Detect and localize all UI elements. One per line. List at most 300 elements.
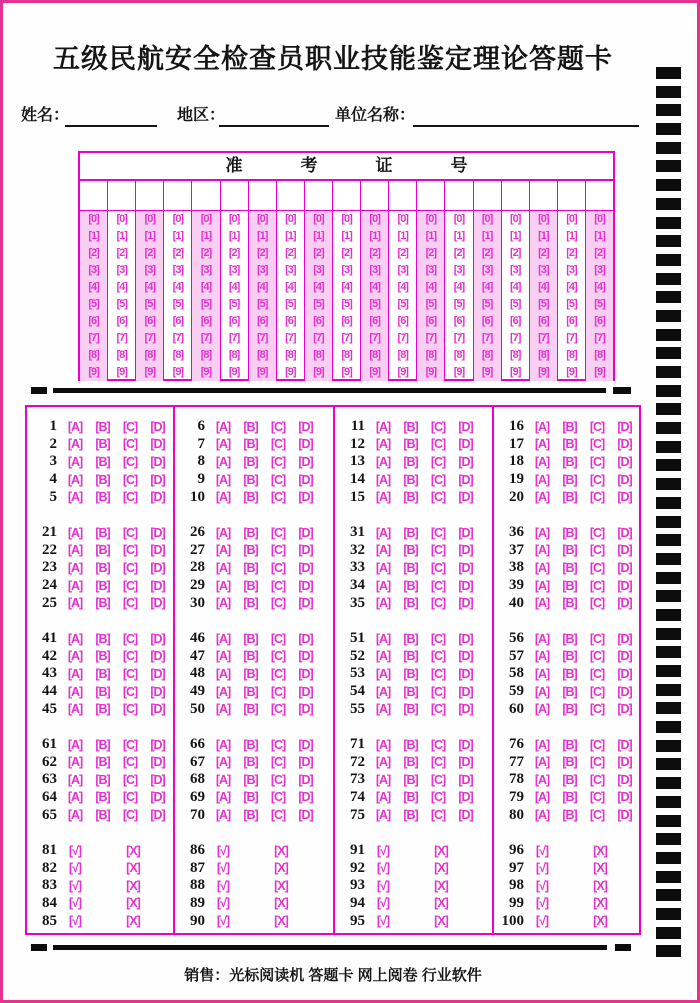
digit-bubble[interactable]: [8] [425, 349, 437, 361]
digit-bubble[interactable]: [5] [172, 298, 184, 310]
digit-bubble[interactable]: [0] [144, 213, 155, 225]
option-bubble[interactable]: [C] [430, 543, 446, 558]
digit-bubble[interactable]: [5] [341, 298, 352, 310]
option-bubble[interactable]: [√] [535, 878, 549, 893]
option-bubble[interactable]: [B] [243, 472, 258, 487]
option-bubble[interactable]: [A] [215, 490, 231, 505]
option-bubble[interactable]: [D] [298, 755, 313, 770]
option-bubble[interactable]: [A] [67, 578, 83, 593]
option-bubble[interactable]: [C] [122, 808, 138, 823]
option-bubble[interactable]: [C] [270, 631, 286, 646]
option-bubble[interactable]: [D] [458, 631, 473, 646]
option-bubble[interactable]: [B] [562, 737, 577, 752]
option-bubble[interactable]: [B] [562, 578, 577, 593]
exam-number-write-cell[interactable] [164, 181, 192, 210]
option-bubble[interactable]: [C] [589, 631, 605, 646]
digit-bubble[interactable]: [4] [144, 281, 155, 293]
option-bubble[interactable]: [B] [403, 472, 418, 487]
option-bubble[interactable]: [C] [589, 596, 605, 611]
digit-bubble[interactable]: [1] [481, 230, 493, 242]
option-bubble[interactable]: [D] [458, 543, 473, 558]
option-bubble[interactable]: [C] [122, 772, 138, 787]
option-bubble[interactable]: [A] [215, 472, 231, 487]
option-bubble[interactable]: [D] [458, 737, 473, 752]
digit-bubble[interactable]: [8] [285, 349, 296, 361]
option-bubble[interactable]: [B] [95, 525, 110, 540]
exam-number-write-cell[interactable] [221, 181, 249, 210]
digit-bubble[interactable]: [2] [538, 247, 549, 259]
option-bubble[interactable]: [D] [617, 755, 632, 770]
digit-bubble[interactable]: [5] [228, 298, 240, 310]
option-bubble[interactable]: [D] [617, 437, 632, 452]
option-bubble[interactable]: [A] [375, 631, 391, 646]
digit-bubble[interactable]: [8] [509, 349, 521, 361]
digit-bubble[interactable]: [5] [369, 298, 380, 310]
digit-bubble[interactable]: [3] [313, 264, 324, 276]
exam-number-write-cell[interactable] [108, 181, 136, 210]
option-bubble[interactable]: [C] [270, 437, 286, 452]
digit-bubble[interactable]: [9] [172, 366, 184, 378]
option-bubble[interactable]: [A] [534, 472, 550, 487]
option-bubble[interactable]: [A] [215, 631, 231, 646]
digit-bubble[interactable]: [3] [88, 264, 99, 276]
digit-bubble[interactable]: [8] [397, 349, 408, 361]
digit-bubble[interactable]: [3] [425, 264, 437, 276]
option-bubble[interactable]: [A] [67, 755, 83, 770]
exam-number-write-cell[interactable] [192, 181, 220, 210]
digit-bubble[interactable]: [9] [313, 366, 324, 378]
option-bubble[interactable]: [D] [617, 790, 632, 805]
option-bubble[interactable]: [B] [95, 808, 110, 823]
option-bubble[interactable]: [C] [430, 702, 446, 717]
option-bubble[interactable]: [X] [274, 878, 288, 893]
option-bubble[interactable]: [C] [270, 472, 286, 487]
digit-bubble[interactable]: [5] [538, 298, 549, 310]
digit-bubble[interactable]: [7] [509, 332, 521, 344]
option-bubble[interactable]: [D] [298, 560, 313, 575]
digit-bubble[interactable]: [7] [594, 332, 605, 344]
option-bubble[interactable]: [D] [458, 790, 473, 805]
exam-number-write-cell[interactable] [586, 181, 613, 210]
option-bubble[interactable]: [D] [298, 631, 313, 646]
option-bubble[interactable]: [√] [376, 861, 390, 876]
digit-bubble[interactable]: [4] [538, 281, 549, 293]
digit-bubble[interactable]: [5] [285, 298, 296, 310]
digit-bubble[interactable]: [3] [285, 264, 296, 276]
option-bubble[interactable]: [A] [67, 737, 83, 752]
option-bubble[interactable]: [C] [589, 560, 605, 575]
option-bubble[interactable]: [B] [95, 437, 110, 452]
option-bubble[interactable]: [A] [215, 649, 231, 664]
option-bubble[interactable]: [B] [243, 755, 258, 770]
option-bubble[interactable]: [B] [562, 437, 577, 452]
digit-bubble[interactable]: [0] [509, 213, 521, 225]
option-bubble[interactable]: [B] [95, 702, 110, 717]
option-bubble[interactable]: [A] [215, 737, 231, 752]
option-bubble[interactable]: [D] [617, 419, 632, 434]
option-bubble[interactable]: [C] [122, 702, 138, 717]
digit-bubble[interactable]: [2] [88, 247, 99, 259]
option-bubble[interactable]: [C] [430, 790, 446, 805]
option-bubble[interactable]: [C] [270, 578, 286, 593]
option-bubble[interactable]: [A] [534, 631, 550, 646]
exam-number-write-cell[interactable] [249, 181, 277, 210]
digit-bubble[interactable]: [6] [341, 315, 352, 327]
digit-bubble[interactable]: [9] [397, 366, 408, 378]
option-bubble[interactable]: [X] [126, 861, 140, 876]
option-bubble[interactable]: [C] [430, 772, 446, 787]
option-bubble[interactable]: [A] [375, 543, 391, 558]
option-bubble[interactable]: [D] [458, 472, 473, 487]
option-bubble[interactable]: [B] [562, 472, 577, 487]
option-bubble[interactable]: [B] [562, 790, 577, 805]
digit-bubble[interactable]: [7] [425, 332, 437, 344]
option-bubble[interactable]: [A] [534, 772, 550, 787]
option-bubble[interactable]: [√] [68, 896, 82, 911]
option-bubble[interactable]: [C] [270, 543, 286, 558]
option-bubble[interactable]: [B] [95, 684, 110, 699]
name-input-line[interactable] [65, 107, 157, 127]
option-bubble[interactable]: [B] [243, 543, 258, 558]
digit-bubble[interactable]: [0] [200, 213, 212, 225]
digit-bubble[interactable]: [0] [481, 213, 493, 225]
option-bubble[interactable]: [C] [430, 666, 446, 681]
region-input-line[interactable] [219, 107, 329, 127]
option-bubble[interactable]: [D] [298, 808, 313, 823]
digit-bubble[interactable]: [2] [144, 247, 155, 259]
digit-bubble[interactable]: [3] [228, 264, 240, 276]
digit-bubble[interactable]: [9] [228, 366, 240, 378]
digit-bubble[interactable]: [7] [285, 332, 296, 344]
digit-bubble[interactable]: [4] [88, 281, 99, 293]
digit-bubble[interactable]: [5] [594, 298, 605, 310]
option-bubble[interactable]: [D] [617, 631, 632, 646]
digit-bubble[interactable]: [2] [453, 247, 465, 259]
digit-bubble[interactable]: [4] [397, 281, 408, 293]
option-bubble[interactable]: [D] [458, 808, 473, 823]
option-bubble[interactable]: [X] [593, 861, 607, 876]
exam-number-write-cell[interactable] [502, 181, 530, 210]
option-bubble[interactable]: [A] [375, 472, 391, 487]
option-bubble[interactable]: [A] [534, 419, 550, 434]
option-bubble[interactable]: [B] [403, 790, 418, 805]
option-bubble[interactable]: [C] [122, 737, 138, 752]
option-bubble[interactable]: [D] [617, 737, 632, 752]
option-bubble[interactable]: [C] [122, 454, 138, 469]
option-bubble[interactable]: [C] [122, 560, 138, 575]
digit-bubble[interactable]: [8] [88, 349, 99, 361]
option-bubble[interactable]: [B] [243, 437, 258, 452]
option-bubble[interactable]: [D] [298, 525, 313, 540]
digit-bubble[interactable]: [9] [88, 366, 99, 378]
exam-number-write-cell[interactable] [333, 181, 361, 210]
exam-number-write-cell[interactable] [136, 181, 164, 210]
option-bubble[interactable]: [A] [67, 649, 83, 664]
digit-bubble[interactable]: [4] [594, 281, 605, 293]
digit-bubble[interactable]: [3] [509, 264, 521, 276]
option-bubble[interactable]: [D] [150, 525, 165, 540]
digit-bubble[interactable]: [3] [341, 264, 352, 276]
option-bubble[interactable]: [D] [298, 490, 313, 505]
digit-bubble[interactable]: [3] [594, 264, 605, 276]
option-bubble[interactable]: [A] [67, 543, 83, 558]
digit-bubble[interactable]: [9] [481, 366, 493, 378]
option-bubble[interactable]: [√] [68, 878, 82, 893]
option-bubble[interactable]: [B] [403, 578, 418, 593]
option-bubble[interactable]: [B] [403, 737, 418, 752]
option-bubble[interactable]: [B] [95, 755, 110, 770]
option-bubble[interactable]: [D] [617, 684, 632, 699]
option-bubble[interactable]: [B] [95, 472, 110, 487]
option-bubble[interactable]: [A] [67, 666, 83, 681]
option-bubble[interactable]: [B] [95, 419, 110, 434]
option-bubble[interactable]: [A] [534, 525, 550, 540]
option-bubble[interactable]: [D] [150, 472, 165, 487]
option-bubble[interactable]: [B] [243, 772, 258, 787]
option-bubble[interactable]: [√] [216, 861, 230, 876]
option-bubble[interactable]: [B] [562, 454, 577, 469]
digit-bubble[interactable]: [1] [172, 230, 184, 242]
digit-bubble[interactable]: [1] [369, 230, 380, 242]
option-bubble[interactable]: [D] [617, 525, 632, 540]
digit-bubble[interactable]: [4] [481, 281, 493, 293]
digit-bubble[interactable]: [8] [116, 349, 127, 361]
digit-bubble[interactable]: [9] [538, 366, 549, 378]
option-bubble[interactable]: [C] [589, 649, 605, 664]
option-bubble[interactable]: [C] [122, 578, 138, 593]
digit-bubble[interactable]: [7] [397, 332, 408, 344]
option-bubble[interactable]: [A] [215, 525, 231, 540]
digit-bubble[interactable]: [7] [313, 332, 324, 344]
option-bubble[interactable]: [D] [150, 490, 165, 505]
option-bubble[interactable]: [D] [150, 631, 165, 646]
digit-bubble[interactable]: [8] [341, 349, 352, 361]
option-bubble[interactable]: [D] [298, 772, 313, 787]
option-bubble[interactable]: [B] [562, 525, 577, 540]
option-bubble[interactable]: [A] [534, 578, 550, 593]
digit-bubble[interactable]: [1] [594, 230, 605, 242]
option-bubble[interactable]: [C] [589, 490, 605, 505]
option-bubble[interactable]: [B] [403, 596, 418, 611]
option-bubble[interactable]: [D] [617, 702, 632, 717]
digit-bubble[interactable]: [4] [509, 281, 521, 293]
option-bubble[interactable]: [X] [434, 878, 448, 893]
option-bubble[interactable]: [B] [403, 666, 418, 681]
option-bubble[interactable]: [D] [458, 578, 473, 593]
option-bubble[interactable]: [A] [67, 808, 83, 823]
exam-number-write-cell[interactable] [389, 181, 417, 210]
digit-bubble[interactable]: [6] [144, 315, 155, 327]
exam-number-write-cell[interactable] [445, 181, 473, 210]
option-bubble[interactable]: [D] [458, 490, 473, 505]
digit-bubble[interactable]: [7] [172, 332, 184, 344]
digit-bubble[interactable]: [8] [144, 349, 155, 361]
option-bubble[interactable]: [B] [562, 631, 577, 646]
digit-bubble[interactable]: [9] [566, 366, 577, 378]
digit-bubble[interactable]: [6] [228, 315, 240, 327]
option-bubble[interactable]: [B] [403, 702, 418, 717]
option-bubble[interactable]: [D] [298, 543, 313, 558]
digit-bubble[interactable]: [4] [566, 281, 577, 293]
digit-bubble[interactable]: [9] [369, 366, 380, 378]
option-bubble[interactable]: [C] [270, 419, 286, 434]
option-bubble[interactable]: [B] [243, 684, 258, 699]
digit-bubble[interactable]: [0] [285, 213, 296, 225]
option-bubble[interactable]: [B] [95, 596, 110, 611]
exam-number-write-cell[interactable] [305, 181, 333, 210]
option-bubble[interactable]: [B] [243, 649, 258, 664]
option-bubble[interactable]: [C] [430, 755, 446, 770]
option-bubble[interactable]: [D] [617, 808, 632, 823]
digit-bubble[interactable]: [2] [509, 247, 521, 259]
digit-bubble[interactable]: [2] [341, 247, 352, 259]
digit-bubble[interactable]: [4] [228, 281, 240, 293]
digit-bubble[interactable]: [1] [453, 230, 465, 242]
option-bubble[interactable]: [D] [458, 649, 473, 664]
digit-bubble[interactable]: [6] [88, 315, 99, 327]
option-bubble[interactable]: [√] [216, 878, 230, 893]
option-bubble[interactable]: [B] [243, 702, 258, 717]
unit-name-input-line[interactable] [413, 107, 639, 127]
option-bubble[interactable]: [C] [122, 790, 138, 805]
option-bubble[interactable]: [D] [458, 702, 473, 717]
option-bubble[interactable]: [D] [150, 454, 165, 469]
option-bubble[interactable]: [D] [458, 525, 473, 540]
option-bubble[interactable]: [B] [243, 737, 258, 752]
option-bubble[interactable]: [A] [215, 454, 231, 469]
option-bubble[interactable]: [X] [593, 878, 607, 893]
option-bubble[interactable]: [C] [430, 525, 446, 540]
digit-bubble[interactable]: [0] [116, 213, 127, 225]
option-bubble[interactable]: [D] [617, 560, 632, 575]
digit-bubble[interactable]: [0] [594, 213, 605, 225]
option-bubble[interactable]: [D] [298, 684, 313, 699]
option-bubble[interactable]: [X] [126, 843, 140, 858]
option-bubble[interactable]: [A] [375, 666, 391, 681]
option-bubble[interactable]: [C] [122, 631, 138, 646]
option-bubble[interactable]: [C] [430, 490, 446, 505]
option-bubble[interactable]: [C] [270, 808, 286, 823]
option-bubble[interactable]: [√] [376, 914, 390, 929]
option-bubble[interactable]: [B] [403, 543, 418, 558]
option-bubble[interactable]: [D] [298, 472, 313, 487]
option-bubble[interactable]: [A] [215, 419, 231, 434]
option-bubble[interactable]: [C] [589, 454, 605, 469]
option-bubble[interactable]: [A] [534, 737, 550, 752]
option-bubble[interactable]: [C] [589, 543, 605, 558]
digit-bubble[interactable]: [3] [453, 264, 465, 276]
digit-bubble[interactable]: [8] [200, 349, 212, 361]
option-bubble[interactable]: [A] [375, 525, 391, 540]
option-bubble[interactable]: [B] [403, 772, 418, 787]
option-bubble[interactable]: [B] [243, 578, 258, 593]
option-bubble[interactable]: [A] [375, 737, 391, 752]
option-bubble[interactable]: [C] [430, 737, 446, 752]
digit-bubble[interactable]: [7] [369, 332, 380, 344]
option-bubble[interactable]: [D] [298, 596, 313, 611]
option-bubble[interactable]: [D] [150, 666, 165, 681]
option-bubble[interactable]: [X] [593, 843, 607, 858]
option-bubble[interactable]: [B] [95, 454, 110, 469]
option-bubble[interactable]: [B] [243, 454, 258, 469]
digit-bubble[interactable]: [9] [144, 366, 155, 378]
option-bubble[interactable]: [A] [67, 437, 83, 452]
option-bubble[interactable]: [A] [375, 755, 391, 770]
option-bubble[interactable]: [B] [95, 578, 110, 593]
digit-bubble[interactable]: [2] [116, 247, 127, 259]
option-bubble[interactable]: [C] [589, 666, 605, 681]
option-bubble[interactable]: [C] [430, 437, 446, 452]
digit-bubble[interactable]: [1] [144, 230, 155, 242]
digit-bubble[interactable]: [0] [538, 213, 549, 225]
option-bubble[interactable]: [D] [458, 454, 473, 469]
option-bubble[interactable]: [A] [215, 437, 231, 452]
option-bubble[interactable]: [A] [375, 419, 391, 434]
digit-bubble[interactable]: [3] [566, 264, 577, 276]
digit-bubble[interactable]: [9] [425, 366, 437, 378]
option-bubble[interactable]: [√] [535, 896, 549, 911]
option-bubble[interactable]: [B] [95, 543, 110, 558]
option-bubble[interactable]: [√] [216, 843, 230, 858]
digit-bubble[interactable]: [1] [313, 230, 324, 242]
digit-bubble[interactable]: [6] [200, 315, 212, 327]
digit-bubble[interactable]: [5] [425, 298, 437, 310]
option-bubble[interactable]: [A] [215, 790, 231, 805]
option-bubble[interactable]: [A] [375, 490, 391, 505]
digit-bubble[interactable]: [6] [369, 315, 380, 327]
option-bubble[interactable]: [X] [126, 896, 140, 911]
option-bubble[interactable]: [A] [215, 543, 231, 558]
digit-bubble[interactable]: [4] [341, 281, 352, 293]
digit-bubble[interactable]: [1] [88, 230, 99, 242]
option-bubble[interactable]: [A] [67, 454, 83, 469]
option-bubble[interactable]: [A] [534, 684, 550, 699]
option-bubble[interactable]: [B] [403, 684, 418, 699]
option-bubble[interactable]: [C] [122, 543, 138, 558]
exam-number-write-cell[interactable] [558, 181, 586, 210]
option-bubble[interactable]: [B] [403, 631, 418, 646]
option-bubble[interactable]: [B] [562, 702, 577, 717]
digit-bubble[interactable]: [6] [285, 315, 296, 327]
digit-bubble[interactable]: [3] [256, 264, 268, 276]
option-bubble[interactable]: [B] [243, 419, 258, 434]
option-bubble[interactable]: [D] [617, 472, 632, 487]
option-bubble[interactable]: [A] [375, 560, 391, 575]
digit-bubble[interactable]: [9] [256, 366, 268, 378]
digit-bubble[interactable]: [7] [116, 332, 127, 344]
option-bubble[interactable]: [B] [403, 525, 418, 540]
option-bubble[interactable]: [D] [458, 684, 473, 699]
option-bubble[interactable]: [C] [122, 525, 138, 540]
option-bubble[interactable]: [A] [375, 578, 391, 593]
digit-bubble[interactable]: [2] [256, 247, 268, 259]
option-bubble[interactable]: [D] [458, 419, 473, 434]
digit-bubble[interactable]: [9] [594, 366, 605, 378]
option-bubble[interactable]: [D] [458, 596, 473, 611]
digit-bubble[interactable]: [0] [425, 213, 437, 225]
digit-bubble[interactable]: [6] [566, 315, 577, 327]
option-bubble[interactable]: [C] [270, 649, 286, 664]
option-bubble[interactable]: [D] [150, 649, 165, 664]
digit-bubble[interactable]: [8] [566, 349, 577, 361]
digit-bubble[interactable]: [3] [200, 264, 212, 276]
option-bubble[interactable]: [A] [534, 649, 550, 664]
option-bubble[interactable]: [A] [375, 596, 391, 611]
option-bubble[interactable]: [D] [458, 560, 473, 575]
option-bubble[interactable]: [C] [589, 525, 605, 540]
option-bubble[interactable]: [B] [95, 649, 110, 664]
option-bubble[interactable]: [B] [562, 490, 577, 505]
